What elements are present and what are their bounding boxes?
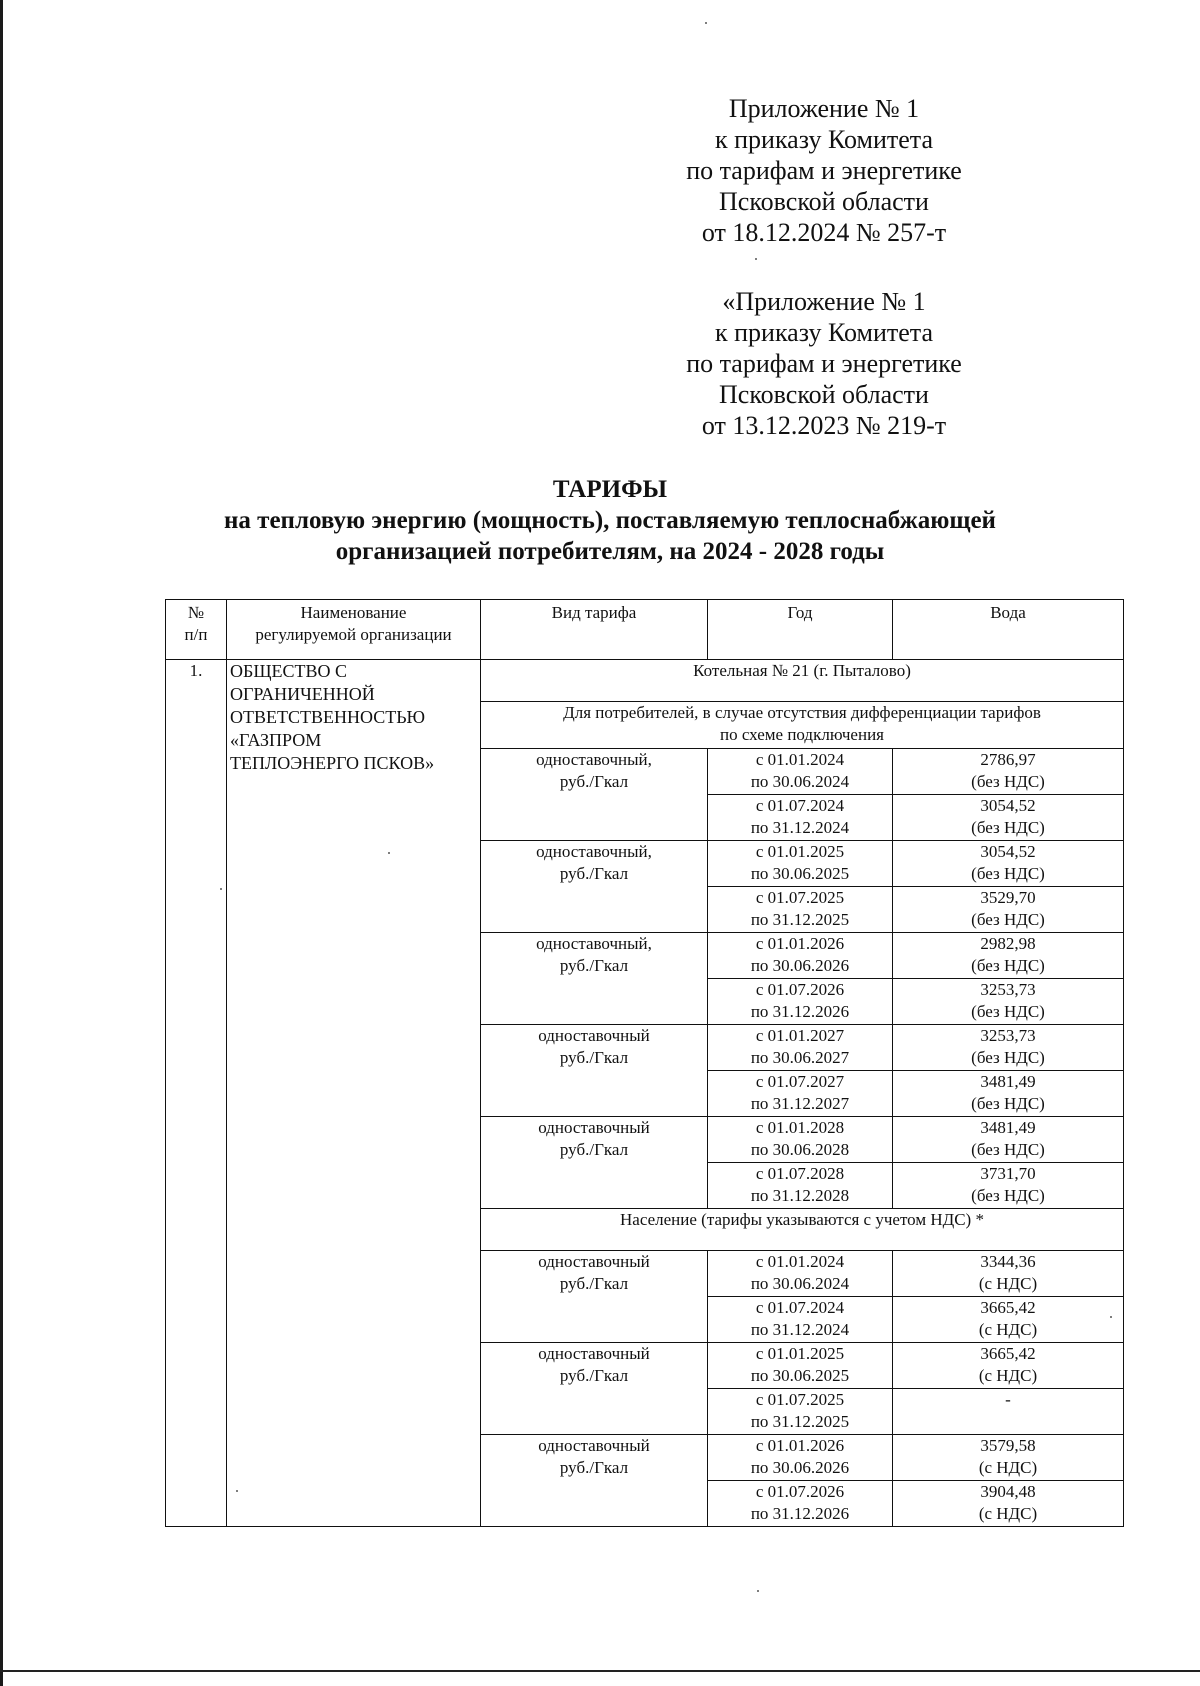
tariff-value: 3481,49 (без НДС) (893, 1071, 1124, 1117)
tariff-period: с 01.01.2024 по 30.06.2024 (708, 749, 893, 795)
tariff-table (165, 599, 1124, 1527)
tariff-value: 3344,36 (с НДС) (893, 1251, 1124, 1297)
appendix-current-header (644, 93, 1004, 248)
scan-edge (0, 0, 3, 1686)
tariff-period: с 01.01.2026 по 30.06.2026 (708, 1435, 893, 1481)
tariff-kind: одноставочный руб./Гкал (481, 1343, 708, 1435)
appendix-line: по тарифам и энергетике (686, 349, 962, 378)
table-row (166, 660, 1124, 702)
tariff-kind: одноставочный, руб./Гкал (481, 933, 708, 1025)
tariff-value: 3904,48 (с НДС) (893, 1481, 1124, 1527)
tariff-value: 3253,73 (без НДС) (893, 979, 1124, 1025)
tariff-period: с 01.01.2027 по 30.06.2027 (708, 1025, 893, 1071)
tariff-period: с 01.01.2026 по 30.06.2026 (708, 933, 893, 979)
appendix-line: к приказу Комитета (714, 125, 933, 154)
tariff-value: 3529,70 (без НДС) (893, 887, 1124, 933)
boiler-name: Котельная № 21 (г. Пыталово) (481, 660, 1124, 702)
appendix-line: от 18.12.2024 № 257-т (701, 218, 947, 247)
tariff-period: с 01.01.2028 по 30.06.2028 (708, 1117, 893, 1163)
section-consumers: Для потребителей, в случае отсутствия дифференциации тарифов по схеме подключения (481, 702, 1124, 749)
tariff-kind: одноставочный руб./Гкал (481, 1435, 708, 1527)
tariff-kind: одноставочный руб./Гкал (481, 1251, 708, 1343)
tariff-period: с 01.07.2025 по 31.12.2025 (708, 887, 893, 933)
scan-edge (0, 1670, 1200, 1672)
tariff-kind: одноставочный, руб./Гкал (481, 841, 708, 933)
header-water: Вода (893, 600, 1124, 660)
tariff-period: с 01.01.2025 по 30.06.2025 (708, 1343, 893, 1389)
tariff-value: 2982,98 (без НДС) (893, 933, 1124, 979)
tariff-period: с 01.01.2025 по 30.06.2025 (708, 841, 893, 887)
tariff-period: с 01.07.2026 по 31.12.2026 (708, 1481, 893, 1527)
header-organization: Наименование регулируемой организации (227, 600, 481, 660)
tariff-value: 2786,97 (без НДС) (893, 749, 1124, 795)
tariff-kind: одноставочный, руб./Гкал (481, 749, 708, 841)
header-tariff-kind: Вид тарифа (481, 600, 708, 660)
organization-name: ОБЩЕСТВО С ОГРАНИЧЕННОЙ ОТВЕТСТВЕННОСТЬЮ «ГАЗПРОМ ТЕПЛОЭНЕРГО ПСКОВ» (227, 660, 481, 1527)
tariff-kind: одноставочный руб./Гкал (481, 1117, 708, 1209)
appendix-line: Псковской области (719, 187, 929, 216)
appendix-line: по тарифам и энергетике (686, 156, 962, 185)
document-title (140, 474, 1080, 567)
tariff-value: 3054,52 (без НДС) (893, 795, 1124, 841)
tariff-period: с 01.07.2026 по 31.12.2026 (708, 979, 893, 1025)
tariff-value: 3253,73 (без НДС) (893, 1025, 1124, 1071)
appendix-line: к приказу Комитета (714, 318, 933, 347)
appendix-line: Псковской области (719, 380, 929, 409)
tariff-value: 3481,49 (без НДС) (893, 1117, 1124, 1163)
section-population: Население (тарифы указываются с учетом НДС) * (481, 1209, 1124, 1251)
tariff-value: 3665,42 (с НДС) (893, 1343, 1124, 1389)
table-header-row (166, 600, 1124, 660)
tariff-value: 3731,70 (без НДС) (893, 1163, 1124, 1209)
appendix-line: «Приложение № 1 (722, 287, 926, 316)
appendix-line: Приложение № 1 (728, 94, 920, 123)
title-line: на тепловую энергию (мощность), поставляемую теплоснабжающей (224, 507, 996, 534)
tariff-period: с 01.07.2028 по 31.12.2028 (708, 1163, 893, 1209)
tariff-value: 3665,42 (с НДС) (893, 1297, 1124, 1343)
tariff-value: 3054,52 (без НДС) (893, 841, 1124, 887)
tariff-kind: одноставочный руб./Гкал (481, 1025, 708, 1117)
appendix-original-header (644, 286, 1004, 441)
title-line: организацией потребителям, на 2024 - 2028 годы (335, 538, 885, 565)
tariff-period: с 01.07.2024 по 31.12.2024 (708, 795, 893, 841)
tariff-value: - (893, 1389, 1124, 1435)
tariff-value: 3579,58 (с НДС) (893, 1435, 1124, 1481)
row-number: 1. (166, 660, 227, 1527)
header-year: Год (708, 600, 893, 660)
tariff-period: с 01.07.2027 по 31.12.2027 (708, 1071, 893, 1117)
tariff-period: с 01.07.2024 по 31.12.2024 (708, 1297, 893, 1343)
title-heading: ТАРИФЫ (552, 476, 668, 503)
tariff-period: с 01.07.2025 по 31.12.2025 (708, 1389, 893, 1435)
tariff-period: с 01.01.2024 по 30.06.2024 (708, 1251, 893, 1297)
appendix-line: от 13.12.2023 № 219-т (701, 411, 947, 440)
header-num: № п/п (166, 600, 227, 660)
